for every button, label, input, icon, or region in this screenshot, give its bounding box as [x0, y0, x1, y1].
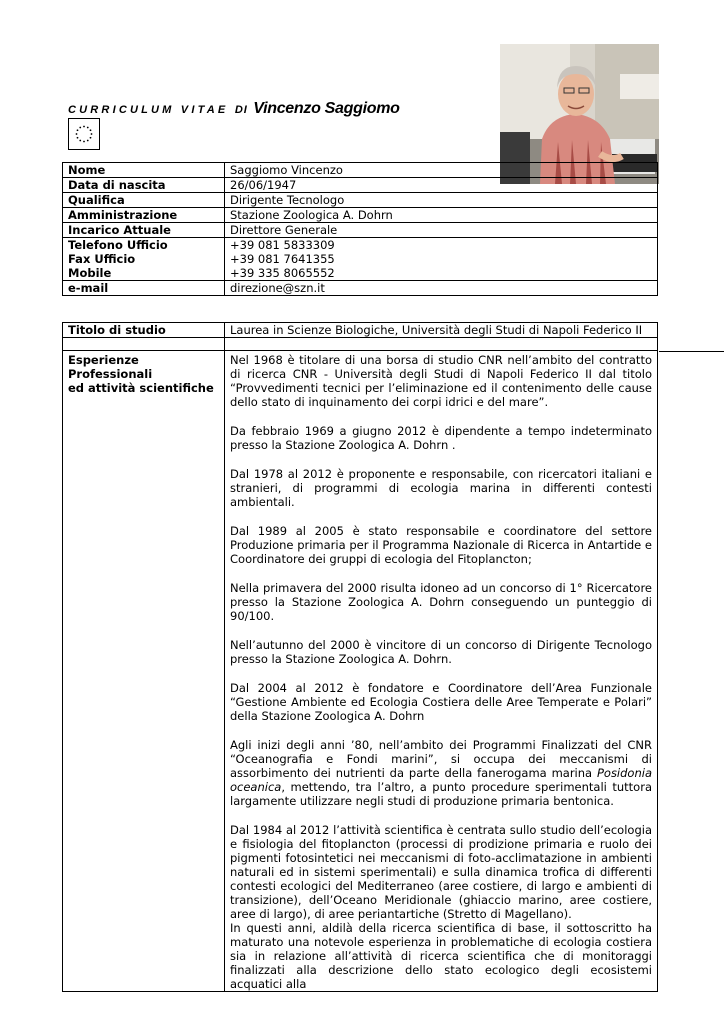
field-label: Data di nascita — [63, 178, 225, 193]
paragraph: Nel 1968 è titolare di una borsa di studio CNR nell’ambito del contratto di ricerca CNR - Università degli Studi di Napoli Federico II dal titolo “Provvedimenti tecnici per l’eliminazione ed il contenimento delle cause dello stato di inquinamento dei corpi idrici e del mare”. — [230, 353, 652, 409]
experience-label-line: ed attività scientifiche — [68, 381, 214, 395]
contact-values — [225, 238, 658, 281]
table-row — [63, 351, 658, 992]
experience-text — [225, 351, 658, 992]
table-row — [63, 323, 658, 338]
phone-value: +39 081 5833309 — [230, 238, 335, 252]
empty-cell — [63, 338, 225, 351]
paragraph: Dal 1989 al 2005 è stato responsabile e coordinatore del settore Produzione primaria per il Programma Nazionale di Ricerca in Antartide e Coordinatore dei gruppi di ecologia del Fitoplancton; — [230, 524, 652, 566]
education-label: Titolo di studio — [63, 323, 225, 338]
field-value: Saggiomo Vincenzo — [225, 163, 658, 178]
table-row — [63, 208, 658, 223]
field-label: Amministrazione — [63, 208, 225, 223]
paragraph: Da febbraio 1969 a giugno 2012 è dipendente a tempo indeterminato presso la Stazione Zoologica A. Dohrn . — [230, 424, 652, 452]
cv-person-name: Vincenzo Saggiomo — [253, 100, 400, 117]
paragraph — [230, 738, 652, 808]
paragraph: Dal 1978 al 2012 è proponente e responsabile, con ricercatori italiani e stranieri, di programmi di ecologia marina in differenti contesti ambientali. — [230, 467, 652, 509]
table-divider — [659, 351, 724, 352]
cv-di: DI — [234, 104, 248, 116]
field-label: e-mail — [63, 281, 225, 296]
table-row — [63, 193, 658, 208]
fax-label: Fax Ufficio — [68, 252, 136, 266]
field-value: Stazione Zoologica A. Dohrn — [225, 208, 658, 223]
table-row — [63, 338, 658, 351]
eu-flag-icon — [68, 118, 100, 150]
empty-cell — [225, 338, 658, 351]
field-value: 26/06/1947 — [225, 178, 658, 193]
table-row — [63, 178, 658, 193]
field-label: Incarico Attuale — [63, 223, 225, 238]
paragraph: Dal 1984 al 2012 l’attività scientifica è centrata sullo studio dell’ecologia e fisiologia del fitoplancton (processi di prodizione primaria e ruolo dei pigmenti fotosintetici nei meccanismi di foto-acclimatazione in ambienti naturali ed in sistemi sperimentali) e sulla dinamica trofica di differenti contesti ecologici del Mediterraneo (aree costiere, di largo e ambienti di transizione), dell’Oceano Meridionale (ghiaccio marino, aree costiere, aree di largo), di aree periantartiche (Stretto di Magellano). — [230, 823, 652, 921]
fax-value: +39 081 7641355 — [230, 252, 335, 266]
table-row — [63, 163, 658, 178]
paragraph: Dal 2004 al 2012 è fondatore e Coordinatore dell’Area Funzionale “Gestione Ambiente ed Ecologia Costiera delle Aree Temperate e Polari” della Stazione Zoologica A. Dohrn — [230, 681, 652, 723]
paragraph: In questi anni, aldilà della ricerca scientifica di base, il sottoscritto ha maturato una notevole esperienza in problematiche di ecologia costiera sia in relazione all’attività di ricerca scientifica che di monitoraggi finalizzati alla descrizione dello stato ecologico degli ecosistemi acquatici alla — [230, 921, 652, 991]
field-label: Nome — [63, 163, 225, 178]
personal-info-table — [62, 162, 658, 296]
email-value: direzione@szn.it — [225, 281, 658, 296]
paragraph: Nella primavera del 2000 risulta idoneo ad un concorso di 1° Ricercatore presso la Stazione Zoologica A. Dohrn conseguendo un punteggio di 90/100. — [230, 581, 652, 623]
cv-title: CURRICULUM VITAE — [68, 104, 229, 116]
education-table — [62, 322, 658, 351]
contact-labels — [63, 238, 225, 281]
mobile-label: Mobile — [68, 266, 112, 280]
table-row — [63, 223, 658, 238]
experience-table — [62, 350, 658, 992]
education-value: Laurea in Scienze Biologiche, Università degli Studi di Napoli Federico II — [225, 323, 658, 338]
mobile-value: +39 335 8065552 — [230, 266, 335, 280]
cv-header — [68, 100, 400, 118]
experience-label — [63, 351, 225, 992]
experience-label-line: Esperienze Professionali — [68, 353, 153, 381]
field-value: Direttore Generale — [225, 223, 658, 238]
table-row — [63, 238, 658, 281]
table-row — [63, 281, 658, 296]
paragraph: Nell’autunno del 2000 è vincitore di un concorso di Dirigente Tecnologo presso la Stazione Zoologica A. Dohrn. — [230, 638, 652, 666]
text-span: , mettendo, tra l’altro, a punto procedure sperimentali tuttora largamente utilizzare negli studi di produzione primaria bentonica. — [230, 780, 652, 808]
text-span: Agli inizi degli anni ’80, nell’ambito dei Programmi Finalizzati del CNR “Oceanografia e Fondi marini”, si occupa dei meccanismi di assorbimento dei nutrienti da parte della fanerogama marina — [230, 738, 652, 780]
species-name: Posidonia oceanica — [230, 766, 652, 794]
phone-label: Telefono Ufficio — [68, 238, 168, 252]
field-label: Qualifica — [63, 193, 225, 208]
field-value: Dirigente Tecnologo — [225, 193, 658, 208]
